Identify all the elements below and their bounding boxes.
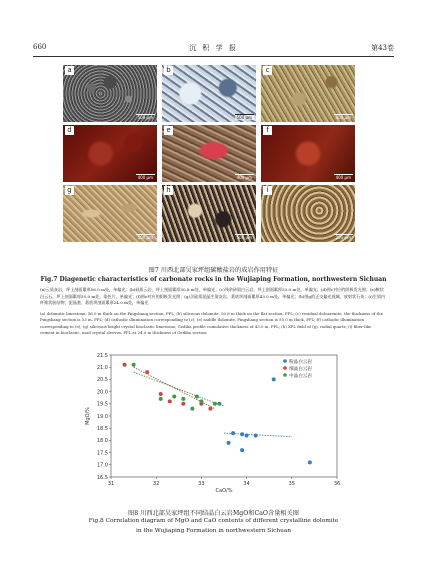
x-tick-label: 31: [107, 481, 115, 487]
y-tick-label: 19.5: [96, 401, 108, 408]
x-tick-label: 36: [333, 481, 341, 487]
scale-bar: 400 μm: [137, 175, 153, 180]
figure7-legend-cn: (a)云质灰岩，坪上剖面累厚56.0 m处，单偏光；(b)硅质云岩，坪上剖面累厚50.8 m处，单偏光；(c)残余砂屑白云岩，坪上剖面累厚53.0 m处，单偏光；(d)图c对应的阴极发光照；(e)鞍状白云石，坪上剖面累厚55.0 m处，染色片，单偏光；(f)图e对应的阴极发光照；(g)含硅质泥晶生屑灰岩，葛底坝剖面累厚43.0 m处，单偏光；(h)图g的正交偏光视域，放射状石英；(i)生屑内纤维状胶结物，泥晶套，葛底坝剖面累厚24.0 m处，单偏光: [40, 287, 386, 305]
scale-bar: 400 μm: [236, 175, 252, 180]
y-axis-label: MgO/%: [85, 407, 91, 425]
photo-panel-b: [162, 65, 256, 122]
x-axis-label: CaO/%: [215, 488, 233, 494]
header-rule: [33, 56, 394, 57]
scale-bar: 400 μm: [335, 175, 351, 180]
y-tick-label: 18.0: [96, 438, 108, 445]
data-point: [227, 441, 231, 445]
trend-line: [134, 372, 224, 406]
data-point: [231, 431, 235, 435]
figure7-caption-en: Fig.7 Diagenetic characteristics of carbonate rocks in the Wujiaping Formation, northwestern Sichuan: [40, 276, 387, 283]
panel-label: c: [263, 66, 272, 75]
photo-panel-e: [162, 125, 256, 182]
photo-panel-h: [162, 185, 256, 242]
journal-title: 沉 积 学 报: [189, 44, 238, 52]
x-tick-label: 34: [243, 481, 250, 487]
panel-label: d: [65, 126, 74, 135]
y-tick-label: 20.5: [96, 377, 108, 384]
data-point: [168, 399, 172, 403]
legend-marker: [283, 366, 287, 370]
trend-lines: [134, 367, 292, 437]
scale-bar: 200 μm: [335, 235, 351, 240]
photo-panel-c: [261, 65, 355, 122]
scale-bar: 500 μm: [137, 235, 153, 240]
figure7-legend-en: (a) dolomitic limestone, 56.0 m thick on the Pingshang section, PPL; (b) siliceous dolomite, 50.8 m thick on the flat section, PPL; (c) residual doloarenite, the thickness of the Pingshang section is 53 m, PPL; (d) cathodic illumination corresponding to (c); (e) saddle dolomite, Pingshang section is 55.0 m thick, PPL; (f) cathodic illumination corresponding to (e); (g) siliceous bright crystal bioclastic limestone, Gediba profile cumulative thickness of 43.0 m, PPL; (h) XPL field of (g), radial quartz; (i) fiber-like cement in bioclastic, mud crystal sleeves, PPL at 24.0 m thickness of Gediba section: [40, 311, 383, 335]
scale-bar: 400 μm: [335, 115, 351, 120]
data-point: [172, 394, 176, 398]
figure7-caption-cn: 图7 川西北部吴家坪组碳酸盐岩的成岩作用特征: [148, 267, 279, 274]
data-point: [132, 363, 136, 367]
photo-panel-i: [261, 185, 355, 242]
photo-panel-f: [261, 125, 355, 182]
scale-bar: 500 μm: [236, 115, 252, 120]
panel-label: f: [263, 126, 272, 135]
figure7-photo-grid: [63, 65, 355, 243]
data-point: [181, 402, 185, 406]
data-point: [254, 434, 258, 438]
volume-number: 第43卷: [371, 44, 394, 52]
panel-label: a: [65, 66, 74, 75]
data-point: [199, 399, 203, 403]
panel-label: h: [164, 186, 173, 195]
legend-marker: [283, 359, 287, 363]
y-tick-label: 21.5: [96, 352, 108, 359]
data-point: [145, 370, 149, 374]
data-point: [240, 448, 244, 452]
data-point: [159, 392, 163, 396]
data-point: [181, 397, 185, 401]
figure8-caption-cn: 图8 川西北部吴家坪组不同结晶白云岩MgO和CaO含量相关图: [128, 510, 299, 517]
running-header: [33, 43, 394, 55]
scale-bar: 500 μm: [137, 115, 153, 120]
data-point: [217, 402, 221, 406]
data-point: [213, 402, 217, 406]
data-point: [195, 394, 199, 398]
y-tick-label: 21.0: [96, 365, 108, 371]
figure8-caption-en-line1: Fig.8 Correlation diagram of MgO and CaO contents of different crystalline dolomite: [88, 518, 339, 524]
y-tick-label: 17.0: [96, 462, 108, 469]
data-point: [240, 432, 244, 436]
legend-label: 中晶白云岩: [289, 373, 312, 379]
panel-label: i: [263, 186, 272, 195]
figure8-caption-en-line2: in the Wujiaping Formation in northwestern Sichuan: [135, 528, 292, 534]
x-tick-label: 35: [288, 481, 295, 487]
panel-label: e: [164, 126, 173, 135]
data-point: [272, 377, 276, 381]
legend-label: 细晶白云岩: [289, 366, 312, 372]
data-point: [159, 397, 163, 401]
y-tick-label: 18.5: [96, 426, 108, 432]
figure8-scatter-chart: [83, 349, 343, 494]
panel-label: g: [65, 186, 74, 195]
y-tick-label: 16.5: [96, 474, 108, 481]
data-point: [190, 407, 194, 411]
data-point: [208, 407, 212, 411]
scale-bar: 500 μm: [236, 235, 252, 240]
chart-legend: [283, 358, 312, 379]
legend-label: 粉晶白云岩: [289, 359, 312, 365]
x-tick-label: 33: [198, 481, 205, 487]
photo-panel-a: [63, 65, 157, 122]
data-points: [123, 363, 312, 465]
data-point: [245, 434, 249, 438]
y-tick-label: 19.0: [96, 413, 108, 420]
photo-panel-g: [63, 185, 157, 242]
legend-marker: [283, 373, 287, 377]
panel-label: b: [164, 66, 173, 75]
data-point: [308, 460, 312, 464]
data-point: [123, 363, 127, 367]
page-number: 660: [33, 43, 47, 51]
y-tick-label: 17.5: [96, 450, 108, 457]
x-tick-label: 32: [153, 481, 160, 487]
photo-panel-d: [63, 125, 157, 182]
y-tick-label: 20.0: [96, 389, 108, 396]
